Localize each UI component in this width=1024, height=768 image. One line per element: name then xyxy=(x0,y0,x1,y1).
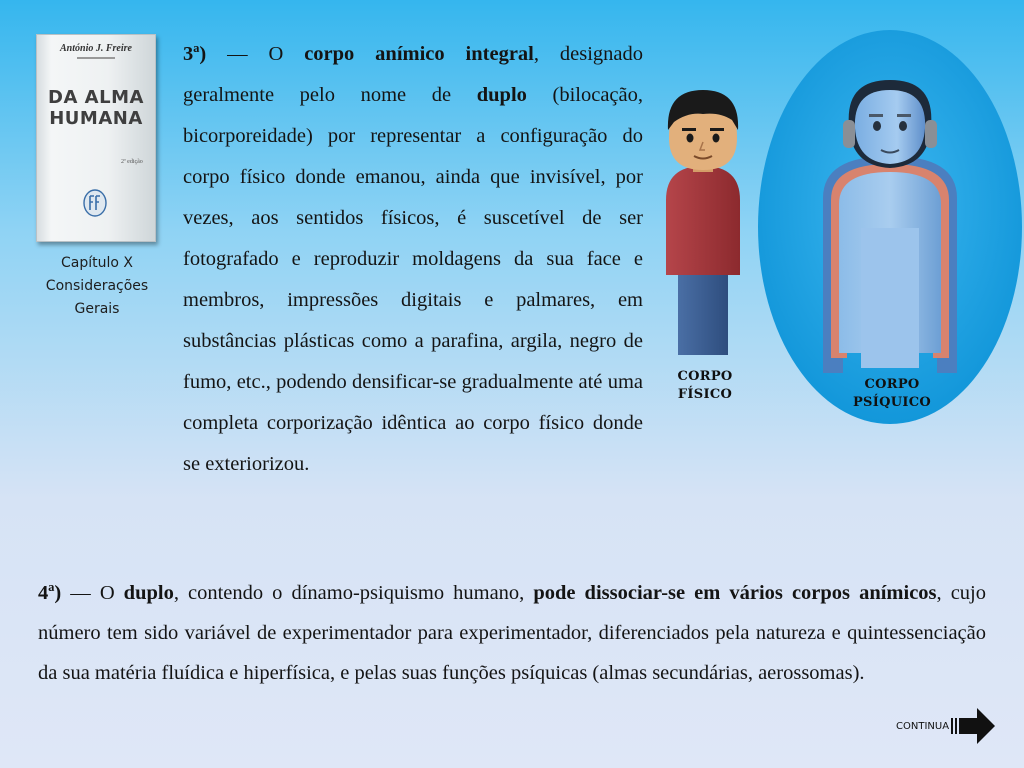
psychic-body-aura xyxy=(757,28,1023,426)
book-edition: 2ª edição xyxy=(121,159,143,165)
paragraph-4-bold-2: pode dissociar-se em vários corpos anímicos xyxy=(533,582,937,604)
book-author: António J. Freire xyxy=(60,43,132,54)
paragraph-4-bold-1: duplo xyxy=(123,582,174,604)
physical-body-label: CORPO FÍSICO xyxy=(677,369,733,402)
book-cover xyxy=(36,34,156,242)
continue-label: CONTINUA xyxy=(896,720,950,732)
paragraph-3-bold-2: duplo xyxy=(476,84,527,106)
psychic-body-label: CORPO PSÍQUICO xyxy=(852,377,932,410)
book-title: DA ALMA HUMANA xyxy=(48,87,144,129)
paragraph-4: 4ª) — O duplo, contendo o dínamo-psiquismo humano, pode dissociar-se em vários corpos anímicos, cujo número tem sido variável de experimentador para experimentador, diferenciados pela natureza e quintessenciação da sua matéria fluídica e hiperfísica, e pelas suas funções psíquicas (almas secundárias, aerossomas). xyxy=(38,582,986,684)
book-author-underline xyxy=(77,57,115,59)
publisher-logo-icon xyxy=(83,189,107,217)
arrow-right-icon xyxy=(951,706,997,746)
paragraph-3-number: 3ª) xyxy=(183,43,207,65)
chapter-caption: Capítulo X Considerações Gerais xyxy=(45,255,149,317)
paragraph-4-number: 4ª) xyxy=(38,582,62,604)
paragraph-3-bold-1: corpo anímico integral xyxy=(304,43,534,65)
continue-button[interactable] xyxy=(896,706,997,746)
paragraph-3: 3ª) — O corpo anímico integral, designado geralmente pelo nome de duplo (bilocação, bicorporeidade) por representar a configuração do corpo físico donde emanou, ainda que invisível, por vezes, aos sentidos físicos, é suscetível de ser fotografado e reproduzir moldagens da sua face e membros, impressões digitais e palmares, em substâncias plásticas como a parafina, argila, negro de fumo, etc., podendo densificar-se gradualmente até uma completa corporização idêntica ao corpo físico donde se exteriorizou. xyxy=(183,43,643,475)
physical-body-figure xyxy=(660,90,746,360)
